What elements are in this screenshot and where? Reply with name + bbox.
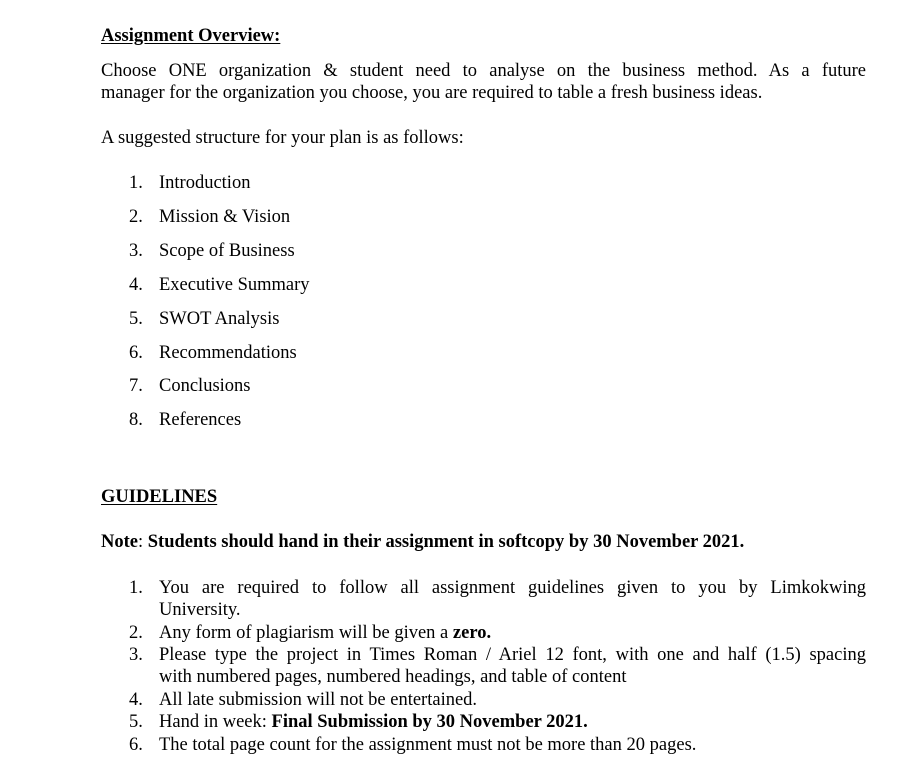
note-colon: :	[137, 532, 148, 552]
list-item	[129, 689, 866, 711]
list-item	[129, 342, 297, 364]
guideline-text: The total page count for the assignment must not be more than 20 pages.	[159, 735, 697, 755]
list-number: 2.	[129, 207, 143, 227]
guideline-plain: Any form of plagiarism will be given a	[159, 623, 453, 643]
list-number: 7.	[129, 376, 143, 396]
list-item	[129, 206, 290, 228]
structure-intro: A suggested structure for your plan is as follows:	[101, 128, 464, 148]
list-label: SWOT Analysis	[159, 309, 280, 329]
list-item	[129, 734, 866, 756]
list-number: 4.	[129, 690, 143, 710]
guidelines-heading: GUIDELINES	[101, 487, 218, 507]
overview-paragraph-line-2: manager for the organization you choose, you are required to table a fresh business ideas.	[101, 83, 763, 103]
list-item	[129, 308, 279, 330]
note-label: Note	[101, 532, 138, 552]
list-item	[129, 240, 295, 262]
list-item	[129, 172, 250, 194]
list-item	[129, 409, 241, 431]
list-number: 1.	[129, 578, 143, 598]
guideline-plain: Hand in week:	[159, 712, 272, 732]
list-number: 2.	[129, 623, 143, 643]
assignment-overview-heading: Assignment Overview:	[101, 26, 281, 46]
list-label: Introduction	[159, 173, 251, 193]
guideline-bold: Final Submission by 30 November 2021.	[271, 712, 588, 732]
overview-paragraph-line-1: Choose ONE organization & student need to analyse on the business method. As a future	[101, 61, 866, 81]
list-item	[129, 577, 866, 621]
list-number: 4.	[129, 275, 143, 295]
list-item	[129, 622, 866, 644]
list-item	[129, 644, 866, 688]
list-label: Recommendations	[159, 343, 297, 363]
list-number: 6.	[129, 343, 143, 363]
guideline-line: Please type the project in Times Roman / Ariel 12 font, with one and half (1.5) spacing	[159, 645, 866, 665]
note-text: Students should hand in their assignment in softcopy by 30 November 2021.	[147, 532, 745, 552]
list-number: 1.	[129, 173, 143, 193]
guideline-line: You are required to follow all assignment guidelines given to you by Limkokwing	[159, 578, 866, 598]
list-number: 3.	[129, 241, 143, 261]
submission-note	[101, 531, 866, 553]
guideline-line: University.	[159, 600, 241, 620]
list-number: 5.	[129, 309, 143, 329]
list-item	[129, 375, 250, 397]
guideline-bold: zero.	[452, 623, 492, 643]
list-item	[129, 711, 866, 733]
guideline-text: All late submission will not be entertained.	[159, 690, 478, 710]
list-number: 3.	[129, 645, 143, 665]
list-number: 5.	[129, 712, 143, 732]
list-item	[129, 274, 310, 296]
list-label: References	[159, 410, 242, 430]
list-number: 6.	[129, 735, 143, 755]
list-label: Scope of Business	[159, 241, 295, 261]
guideline-text	[159, 622, 866, 644]
list-label: Mission & Vision	[159, 207, 291, 227]
list-label: Executive Summary	[159, 275, 310, 295]
guideline-line: with numbered pages, numbered headings, and table of content	[159, 667, 627, 687]
list-number: 8.	[129, 410, 143, 430]
guideline-text	[159, 711, 866, 733]
list-label: Conclusions	[159, 376, 251, 396]
